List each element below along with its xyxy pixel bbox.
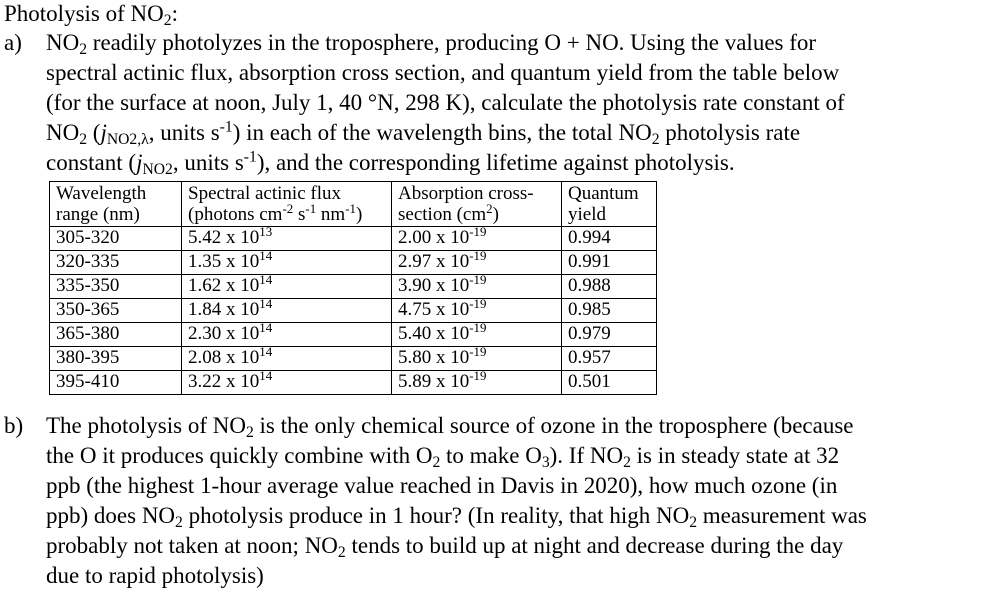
cell-cross-section: 4.75 x $10^{-19}$	[392, 299, 562, 323]
table-row	[50, 299, 657, 323]
cell-range: 350-365	[50, 299, 182, 323]
question-a-line-3: (for the surface at noon, July 1, 40 °N, 298 K), calculate the photolysis rate constant of	[46, 90, 845, 115]
cell-range: 365-380	[50, 323, 182, 347]
question-a-line-2: spectral actinic flux, absorption cross section, and quantum yield from the table below	[46, 60, 840, 85]
cell-range: 380-395	[50, 347, 182, 371]
cell-cross-section: 5.89 x $10^{-19}$	[392, 371, 562, 395]
cell-cross-section: 2.97 x $10^{-19}$	[392, 251, 562, 275]
table-row	[50, 323, 657, 347]
cell-range: 335-350	[50, 275, 182, 299]
question-a-label: a)	[4, 30, 22, 55]
cell-flux: 1.35 x $10^{14}$	[182, 251, 392, 275]
header-wavelength: Wavelength range (nm)	[50, 182, 182, 227]
question-b-line-3: ppb (the highest 1-hour average value reached in Davis in 2020), how much ozone (in	[46, 473, 838, 498]
question-a-text	[46, 28, 994, 178]
cell-flux: 1.84 x $10^{14}$	[182, 299, 392, 323]
cell-quantum-yield: 0.979	[562, 323, 657, 347]
cell-range: 395-410	[50, 371, 182, 395]
table-row	[50, 347, 657, 371]
table-header-row	[50, 182, 657, 227]
cell-flux: 1.62 x $10^{14}$	[182, 275, 392, 299]
question-b-label: b)	[4, 413, 24, 438]
question-b-line-5: probably not taken at noon; $NO_2$ tends to build up at night and decrease during the day	[46, 533, 844, 561]
cell-quantum-yield: 0.994	[562, 227, 657, 251]
cell-cross-section: 5.80 x $10^{-19}$	[392, 347, 562, 371]
table-row	[50, 275, 657, 299]
cell-quantum-yield: 0.991	[562, 251, 657, 275]
photolysis-data-table	[49, 181, 657, 395]
cell-flux: 2.08 x $10^{14}$	[182, 347, 392, 371]
cell-quantum-yield: 0.985	[562, 299, 657, 323]
header-cross-section: Absorption cross- section $(cm^2)$	[392, 182, 562, 227]
cell-quantum-yield: 0.957	[562, 347, 657, 371]
question-b-line-4: ppb) does $NO_2$ photolysis produce in 1 hour? (In reality, that high $NO_2$ measurement was	[46, 503, 867, 531]
cell-cross-section: 2.00 x $10^{-19}$	[392, 227, 562, 251]
question-b	[4, 411, 994, 591]
table-row	[50, 251, 657, 275]
question-b-text	[46, 411, 994, 591]
question-a-line-1: $NO_2$ readily photolyzes in the troposphere, producing O + NO. Using the values for	[46, 30, 817, 58]
table-row	[50, 371, 657, 395]
cell-cross-section: 3.90 x $10^{-19}$	[392, 275, 562, 299]
cell-flux: 3.22 x $10^{14}$	[182, 371, 392, 395]
header-quantum-yield: Quantum yield	[562, 182, 657, 227]
question-b-line-6: due to rapid photolysis)	[46, 563, 264, 588]
cell-range: 320-335	[50, 251, 182, 275]
question-b-line-1: The photolysis of $NO_2$ is the only chemical source of ozone in the troposphere (because	[46, 413, 854, 441]
document-title: Photolysis of $NO_2$:	[4, 1, 178, 29]
table-row	[50, 227, 657, 251]
cell-quantum-yield: 0.501	[562, 371, 657, 395]
question-a-line-4: $NO_2$ ($j_{NO2,\lambda}$, units $s^{-1}$) in each of the wavelength bins, the total $NO_2$ photolysis rate	[46, 118, 801, 148]
question-a	[4, 28, 994, 178]
cell-cross-section: 5.40 x $10^{-19}$	[392, 323, 562, 347]
question-b-line-2: the O it produces quickly combine with $O_2$ to make $O_3$). If $NO_2$ is in steady state at 32	[46, 443, 840, 471]
header-actinic-flux: Spectral actinic flux (photons $cm^{-2}$ $s^{-1}$ $nm^{-1}$)	[182, 182, 392, 227]
cell-flux: 2.30 x $10^{14}$	[182, 323, 392, 347]
cell-quantum-yield: 0.988	[562, 275, 657, 299]
question-a-line-5: constant ($j_{NO2}$, units $s^{-1}$), and the corresponding lifetime against photolysis.	[46, 148, 735, 178]
cell-range: 305-320	[50, 227, 182, 251]
cell-flux: 5.42 x $10^{13}$	[182, 227, 392, 251]
